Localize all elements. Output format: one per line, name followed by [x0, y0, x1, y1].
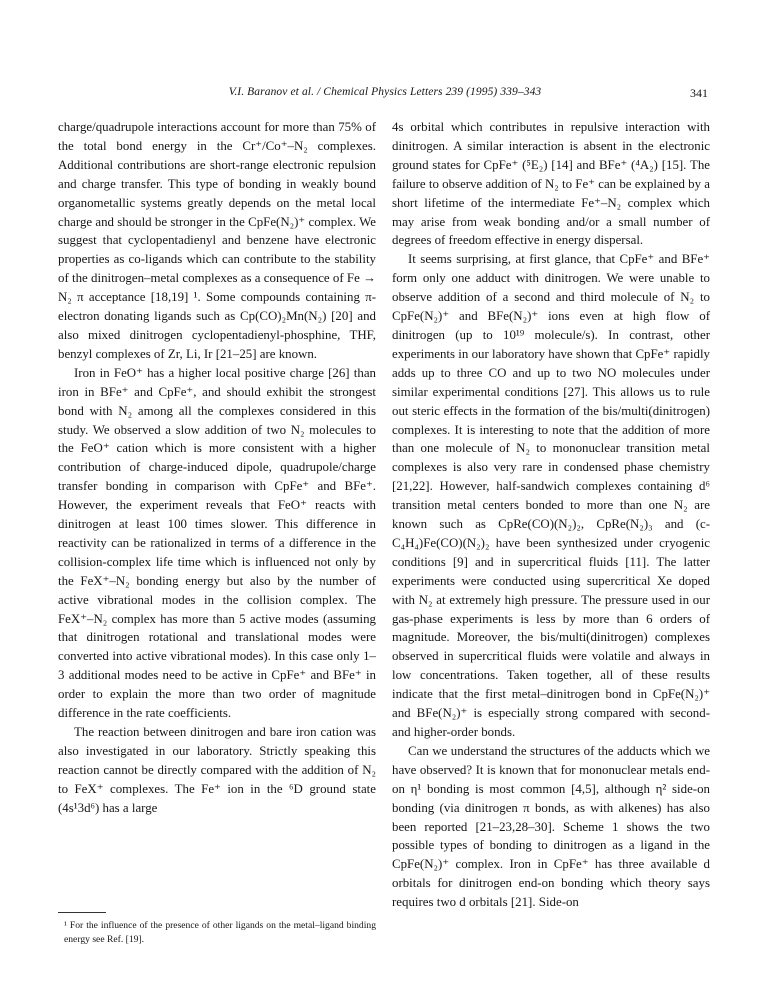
footnote [58, 919, 376, 946]
running-head: V.I. Baranov et al. / Chemical Physics Letters 239 (1995) 339–343 [228, 86, 542, 98]
right-paragraph-1: 4s orbital which contributes in repulsive interaction with dinitrogen. A similar interaction is absent in the electronic ground states for CpFe⁺ (⁵E₂) [14] and BFe⁺ (⁴A₂) [15]. The failure to observe addition of N₂ to Fe⁺ can be explained by a short lifetime of the intermediate Fe⁺–N₂ complex which may arise from weak bonding and/or a small number of degrees of freedom effective in energy dispersal. [392, 120, 710, 248]
left-paragraph-3: The reaction between dinitrogen and bare iron cation was also investigated in our laboratory. Strictly speaking this reaction cannot be directly compared with the addition of N₂ to FeX⁺ complexes. The Fe⁺ ion in the ⁶D ground state (4s¹3d⁶) has a large [58, 725, 376, 815]
footnote-divider [58, 912, 106, 913]
footnote-text: ¹ For the influence of the presence of other ligands on the metal–ligand binding energy see Ref. [19]. [64, 920, 376, 945]
page-header [58, 86, 712, 104]
right-paragraph-2: It seems surprising, at first glance, that CpFe⁺ and BFe⁺ form only one adduct with dinitrogen. We were unable to observe addition of a second and third molecule of N₂ to CpFe(N₂)⁺ and BFe(N₂)⁺ ions even at high flow of dinitrogen (up to 10¹⁹ molecule/s). In contrast, other experiments in our laboratory have shown that CpFe⁺ rapidly adds up to three CO and up to two NO molecules under similar experimental conditions [27]. This allows us to rule out steric effects in the formation of the bis/multi(dinitrogen) complexes. It is interesting to note that the addition of more than one molecule of N₂ to mononuclear transition metal complexes is also very rare in condensed phase chemistry [21,22]. However, half-sandwich complexes containing d⁶ transition metal centers bonded to more than one N₂ are known such as CpRe(CO)(N₂)₂, CpRe(N₂)₃ and (c-C₄H₄)Fe(CO)(N₂)₂ have been synthesized under cryogenic conditions [9] and in supercritical fluids [11]. The latter experiments were conducted using supercritical Xe doped with N₂ at extremely high pressure. The pressure used in our gas-phase experiments is less by more than 6 orders of magnitude. Moreover, the bis/multi(dinitrogen) complexes observed in supercritical fluids were volatile and always in low concentrations. Taken together, all of these results indicate that the first metal–dinitrogen bond in CpFe(N₂)⁺ and BFe(N₂)⁺ is especially strong compared with second- and higher-order bonds. [392, 252, 710, 739]
right-column [392, 118, 710, 912]
left-paragraph-2: Iron in FeO⁺ has a higher local positive charge [26] than iron in BFe⁺ and CpFe⁺, and should exhibit the strongest bond with N₂ among all the complexes considered in this study. We observed a slow addition of two N₂ molecules to the FeO⁺ cation which is more consistent with a higher contribution of charge-induced dipole, quadrupole/charge transfer bonding in comparison with CpFe⁺ and BFe⁺. However, the experiment reveals that FeO⁺ reacts with dinitrogen at least 100 times slower. This difference in reactivity can be rationalized in terms of a difference in the collision-complex life time which is influenced not only by the FeX⁺–N₂ bonding energy but also by the number of active vibrational modes in the collision complex. The FeX⁺–N₂ complex has more than 5 active modes (assuming that dinitrogen rotational and translational modes were converted into active vibrational modes). In this case only 1–3 additional modes need to be active in CpFe⁺ and BFe⁺ in order to explain the more than two order of magnitude difference in the rate coefficients. [58, 365, 376, 721]
left-column [58, 118, 376, 818]
left-paragraph-1: charge/quadrupole interactions account for more than 75% of the total bond energy in the Cr⁺/Co⁺–N₂ complexes. Additional contributions are short-range electronic repulsion and charge transfer. This type of bonding in weakly bound organometallic systems greatly depends on the metal local charge and should be stronger in the CpFe(N₂)⁺ complex. We suggest that cyclopentadienyl and benzene have electronic properties as co-ligands which can contribute to the stability of the dinitrogen–metal complexes as a consequence of Fe → N₂ π acceptance [18,19] ¹. Some compounds containing π-electron donating ligands such as Cp(CO)₂Mn(N₂) [20] and also mixed dinitrogen cyclopentadienyl-phosphine, THF, benzyl complexes of Zr, Li, Ir [21–25] are known. [58, 120, 376, 361]
right-paragraph-3: Can we understand the structures of the adducts which we have observed? It is known that for mononuclear metals end-on η¹ bonding is most common [4,5], although η² side-on bonding (via dinitrogen π bonds, as with alkenes) has also been reported [21–23,28–30]. Scheme 1 shows the two possible types of bonding to dinitrogen as a ligand in the CpFe(N₂)⁺ complex. Iron in CpFe⁺ has three available d orbitals for dinitrogen end-on bonding which theory says requires two d orbitals [21]. Side-on [392, 743, 710, 910]
page-number: 341 [690, 86, 708, 100]
